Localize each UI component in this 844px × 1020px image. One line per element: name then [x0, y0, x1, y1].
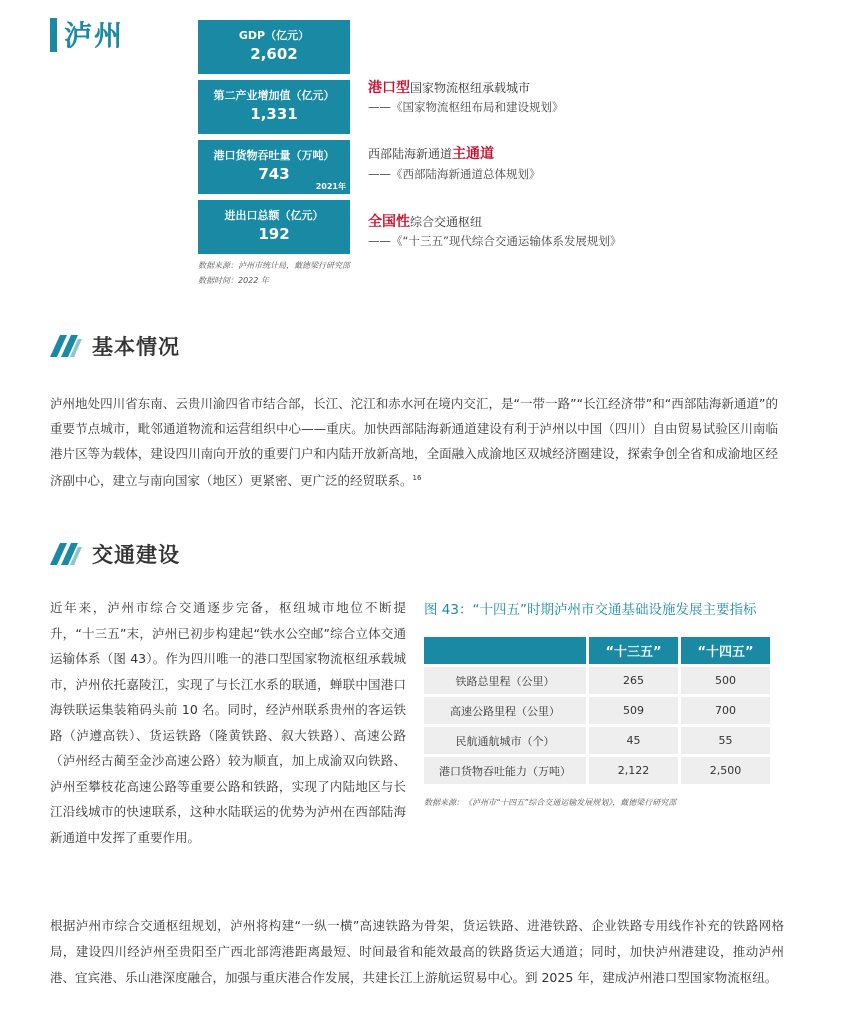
note-highlight: 主通道 [452, 146, 495, 162]
section-basic-text [50, 391, 778, 493]
page-title: 泸州 [64, 19, 125, 52]
stat-box-gdp [198, 20, 350, 74]
table-cell-value: 500 [678, 667, 770, 694]
table-cell-value: 509 [586, 697, 678, 724]
stat-value: 1,331 [250, 105, 298, 123]
table-row [424, 667, 770, 694]
note-post: 综合交通枢纽 [410, 215, 483, 229]
stat-box-port-throughput [198, 140, 350, 194]
section-header-basic [50, 331, 180, 361]
note-source: ——《“十三五”现代综合交通运输体系发展规划》 [368, 234, 622, 248]
section-title: 交通建设 [92, 543, 180, 567]
table-title: 图 43：“十四五”时期泸州市交通基础设施发展主要指标 [424, 602, 757, 618]
table-header-14th: “十四五” [678, 637, 770, 664]
table-cell-label: 民航通航城市（个） [424, 727, 586, 754]
stats-time: 数据时间：2022 年 [198, 276, 269, 285]
stat-year: 2021年 [315, 182, 346, 191]
section-title: 基本情况 [92, 335, 180, 359]
table-cell-label: 铁路总里程（公里） [424, 667, 586, 694]
title-accent-bar [50, 18, 57, 52]
table-row [424, 757, 770, 784]
note-port-type [368, 77, 530, 97]
table-cell-label: 高速公路里程（公里） [424, 697, 586, 724]
table-cell-value: 2,122 [586, 757, 678, 784]
note-source: ——《国家物流枢纽布局和建设规划》 [368, 100, 564, 114]
note-highlight: 全国性 [368, 214, 410, 230]
stat-box-secondary-industry [198, 80, 350, 134]
section-transport-text: 近年来，泸州市综合交通逐步完备，枢纽城市地位不断提升，“十三五”末，泸州已初步构建起“铁水公空邮”综合立体交通运输体系（图 43）。作为四川唯一的港口型国家物流枢纽承载城市，泸州依托嘉陵江，实现了与长江水系的联通，蝉联中国港口海铁联运集装箱码头前 10 名。同时，经泸州联系贵州的客运铁路（泸遵高铁）、货运铁路（隆黄铁路、叙大铁路）、高速公路（泸州经古蔺至金沙高速公路）较为顺直，加上成渝双向铁路、泸州至攀枝花高速公路等重要公路和铁路，实现了内陆地区与长江沿线城市的快速联系，这种水陆联运的优势为泸州在西部陆海新通道中发挥了重要作用。 [50, 600, 406, 845]
table-cell-value: 55 [678, 727, 770, 754]
note-main-channel [368, 143, 494, 163]
stat-label: 进出口总额（亿元） [224, 209, 324, 222]
table-cell-label: 港口货物吞吐能力（万吨） [424, 757, 586, 784]
table-cell-value: 2,500 [678, 757, 770, 784]
stat-label: GDP（亿元） [238, 29, 310, 42]
paragraph-text: 泸州地处四川省东南、云贵川渝四省市结合部，长江、沱江和赤水河在境内交汇，是“一带一路”“长江经济带”和“西部陆海新通道”的重要节点城市，毗邻通道物流和运营组织中心——重庆。加快西部陆海新通道建设有利于泸州以中国（四川）自由贸易试验区川南临港片区等为载体，建设四川南向开放的重要门户和内陆开放新高地，全面融入成渝地区双城经济圈建设，探索争创全省和成渝地区经济副中心，建立与南向国家（地区）更紧密、更广泛的经贸联系。 [50, 396, 778, 489]
table-cell-value: 45 [586, 727, 678, 754]
stat-label: 第二产业增加值（亿元） [213, 89, 335, 102]
stat-label: 港口货物吞吐量（万吨） [213, 149, 335, 162]
table-row [424, 697, 770, 724]
double-slash-icon [50, 335, 82, 357]
table-cell-value: 700 [678, 697, 770, 724]
note-highlight: 港口型 [368, 80, 410, 96]
note-source: ——《西部陆海新通道总体规划》 [368, 167, 541, 181]
double-slash-icon [50, 543, 82, 565]
section-transport-plan-text: 根据泸州市综合交通枢纽规划，泸州将构建“一纵一横”高速铁路为骨架，货运铁路、进港铁路、企业铁路专用线作补充的铁路网格局，建设四川经泸州至贵阳至广西北部湾港距离最短、时间最省和能效最高的铁路货运大通道；同时，加快泸州港建设，推动泸州港、宜宾港、乐山港深度融合，加强与重庆港合作发展，共建长江上游航运贸易中心。到 2025 年，建成泸州港口型国家物流枢纽。 [50, 918, 784, 985]
footnote-marker: 16 [412, 474, 422, 482]
section-header-transport [50, 539, 180, 569]
table-source: 数据来源：《泸州市“十四五”综合交通运输发展规划》，戴德梁行研究部 [424, 798, 677, 807]
stat-value: 743 [258, 165, 290, 183]
table-cell-value: 265 [586, 667, 678, 694]
table-header-row [424, 637, 770, 664]
table-header-13th: “十三五” [586, 637, 678, 664]
indicator-table [424, 634, 770, 787]
note-post: 国家物流枢纽承载城市 [410, 81, 531, 95]
stats-source: 数据来源：泸州市统计局，戴德梁行研究部 [198, 261, 350, 270]
note-national-hub [368, 211, 482, 231]
table-header-blank [424, 637, 586, 664]
stat-value: 2,602 [250, 45, 298, 63]
stat-value: 192 [258, 225, 290, 243]
stat-box-import-export [198, 200, 350, 254]
note-pre: 西部陆海新通道 [368, 147, 453, 161]
table-row [424, 727, 770, 754]
